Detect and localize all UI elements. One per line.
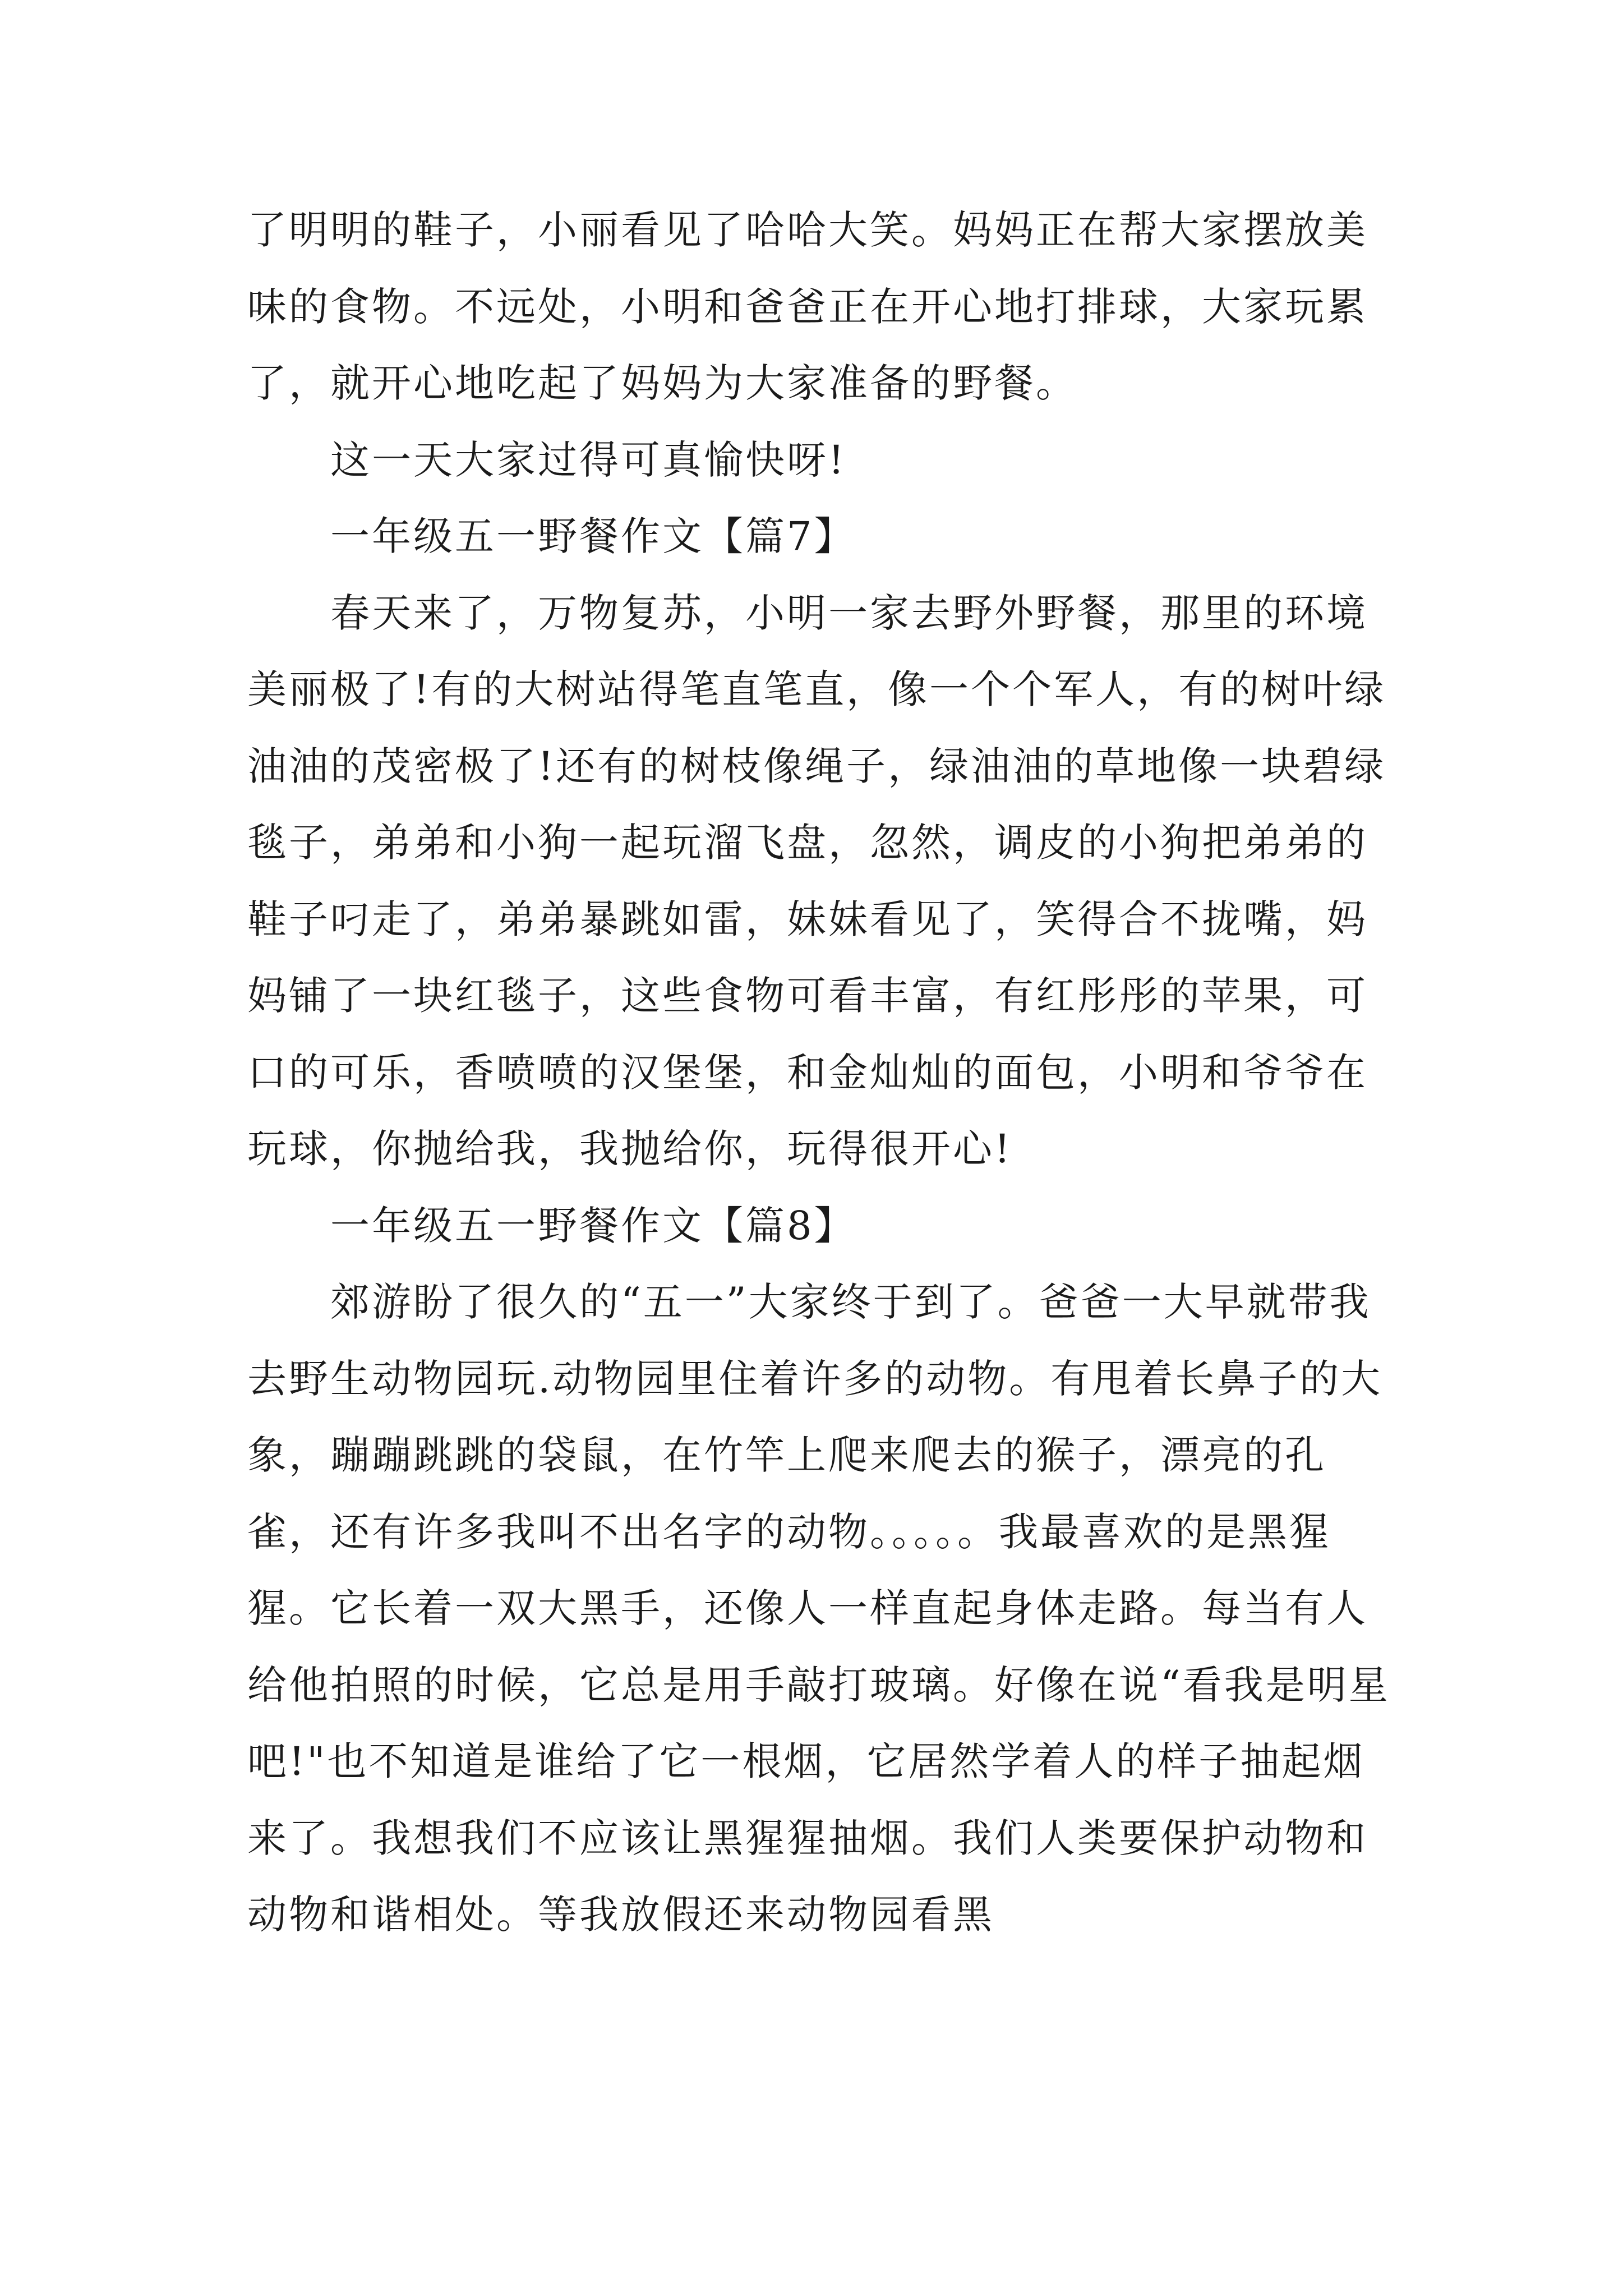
section-heading-8: 一年级五一野餐作文【篇8】 bbox=[330, 1202, 856, 1249]
paragraph-continued: 了明明的鞋子，小丽看见了哈哈大笑。妈妈正在帮大家摆放美味的食物。不远处，小明和爸爸正在开心地打排球，大家玩累了，就开心地吃起了妈妈为大家准备的野餐。 bbox=[247, 207, 1368, 406]
paragraph: 郊游盼了很久的“五一”大家终于到了。爸爸一大早就带我去野生动物园玩.动物园里住着许多的动物。有甩着长鼻子的大象，蹦蹦跳跳的袋鼠，在竹竿上爬来爬去的猴子，漂亮的孔雀，还有许多我叫不出名字的动物。。。。。我最喜欢的是黑猩猩。它长着一双大黑手，还像人一样直起身体走路。每当有人给他拍照的时候，它总是用手敲打玻璃。好像在说“看我是明星吧!"也不知道是谁给了它一根烟，它居然学着人的样子抽起烟来了。我想我们不应该让黑猩猩抽烟。我们人类要保护动物和动物和谐相处。等我放假还来动物园看黑 bbox=[247, 1279, 1390, 1938]
paragraph: 春天来了，万物复苏，小明一家去野外野餐，那里的环境美丽极了!有的大树站得笔直笔直，像一个个军人，有的树叶绿油油的茂密极了!还有的树枝像绳子，绿油油的草地像一块碧绿毯子，弟弟和小狗一起玩溜飞盘，忽然，调皮的小狗把弟弟的鞋子叼走了，弟弟暴跳如雷，妹妹看见了，笑得合不拢嘴，妈妈铺了一块红毯子，这些食物可看丰富，有红彤彤的苹果，可口的可乐，香喷喷的汉堡堡，和金灿灿的面包，小明和爷爷在玩球，你抛给我，我抛给你，玩得很开心! bbox=[247, 590, 1386, 1172]
document-body bbox=[247, 192, 1391, 1953]
paragraph: 这一天大家过得可真愉快呀! bbox=[330, 436, 847, 483]
section-heading-7: 一年级五一野餐作文【篇7】 bbox=[330, 513, 856, 559]
